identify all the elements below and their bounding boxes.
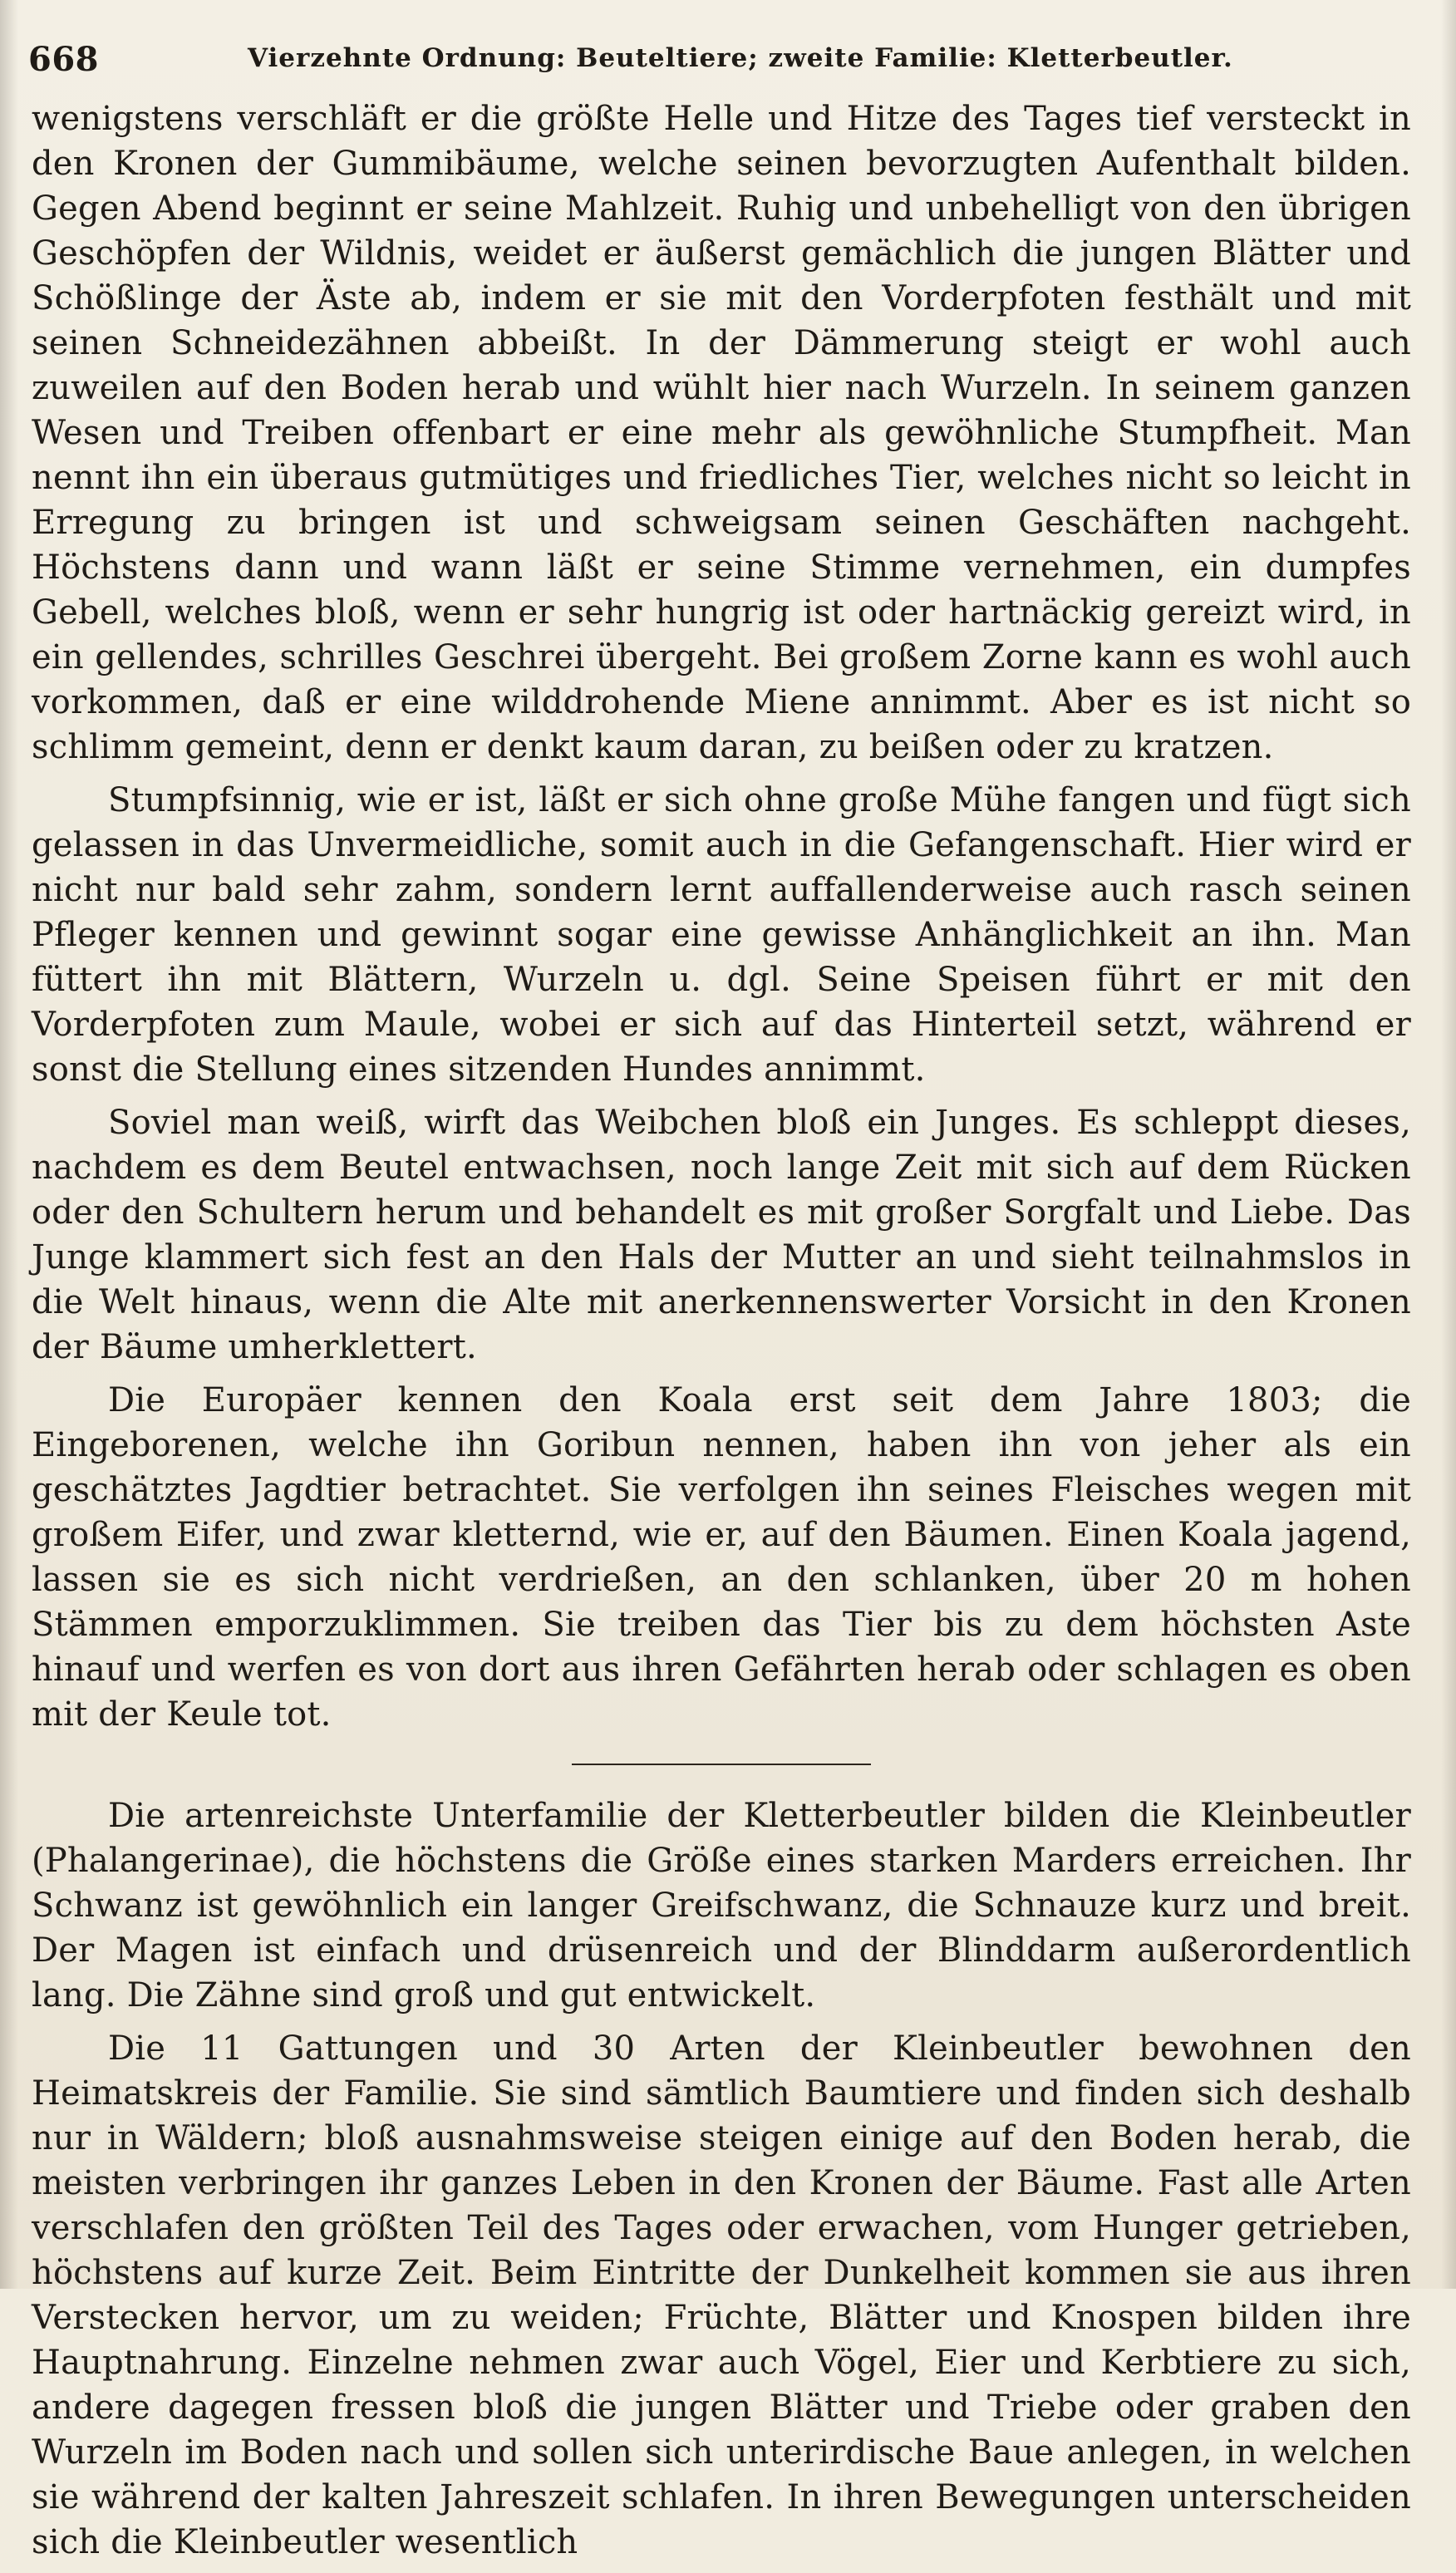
running-head: Vierzehnte Ordnung: Beuteltiere; zweite Familie: Kletterbeutler. — [248, 43, 1233, 73]
paragraph-2: Stumpfsinnig, wie er ist, läßt er sich ohne große Mühe fangen und fügt sich gelassen in das Unvermeidliche, somit auch in die Gefangenschaft. Hier wird er nicht nur bald sehr zahm, sondern lernt auffallenderweise auch rasch seinen Pfleger kennen und gewinnt sogar eine gewisse Anhänglichkeit an ihn. Man füttert ihn mit Blättern, Wurzeln u. dgl. Seine Speisen führt er mit den Vorderpfoten zum Maule, wobei er sich auf das Hinterteil setzt, während er sonst die Stellung eines sitzenden Hundes annimmt. — [32, 781, 1411, 1089]
paragraph-1: wenigstens verschläft er die größte Helle und Hitze des Tages tief versteckt in den Kronen der Gummibäume, welche seinen bevorzugten Aufenthalt bilden. Gegen Abend beginnt er seine Mahlzeit. Ruhig und unbehelligt von den übrigen Geschöpfen der Wildnis, weidet er äußerst gemächlich die jungen Blätter und Schößlinge der Äste ab, indem er sie mit den Vorderpfoten festhält und mit seinen Schneidezähnen abbeißt. In der Dämmerung steigt er wohl auch zuweilen auf den Boden herab und wühlt hier nach Wurzeln. In seinem ganzen Wesen und Treiben offenbart er eine mehr als gewöhnliche Stumpfheit. Man nennt ihn ein überaus gutmütiges und friedliches Tier, welches nicht so leicht in Erregung zu bringen ist und schweigsam seinen Geschäften nachgeht. Höchstens dann und wann läßt er seine Stimme vernehmen, ein dumpfes Gebell, welches bloß, wenn er sehr hungrig ist oder hartnäckig gereizt wird, in ein gellendes, schrilles Geschrei übergeht. Bei großem Zorne kann es wohl auch vorkommen, daß er eine wilddrohende Miene annimmt. Aber es ist nicht so schlimm gemeint, denn er denkt kaum daran, zu beißen oder zu kratzen. — [32, 100, 1411, 766]
page-header — [28, 40, 1424, 86]
section-divider — [572, 1764, 871, 1765]
page-number: 668 — [28, 40, 99, 79]
paragraph-4: Die Europäer kennen den Koala erst seit dem Jahre 1803; die Eingeborenen, welche ihn Goribun nennen, haben ihn von jeher als ein geschätztes Jagdtier betrachtet. Sie verfolgen ihn seines Fleisches wegen mit großem Eifer, und zwar kletternd, wie er, auf den Bäumen. Einen Koala jagend, lassen sie es sich nicht verdrießen, an den schlanken, über 20 m hohen Stämmen emporzuklimmen. Sie treiben das Tier bis zu dem höchsten Aste hinauf und werfen es von dort aus ihren Gefährten herab oder schlagen es oben mit der Keule tot. — [32, 1381, 1411, 1734]
paragraph-5: Die artenreichste Unterfamilie der Kletterbeutler bilden die Kleinbeutler (Phalangerinae), die höchstens die Größe eines starken Marders erreichen. Ihr Schwanz ist gewöhnlich ein langer Greifschwanz, die Schnauze kurz und breit. Der Magen ist einfach und drüsenreich und der Blinddarm außerordentlich lang. Die Zähne sind groß und gut entwickelt. — [32, 1797, 1411, 2015]
paragraph-3: Soviel man weiß, wirft das Weibchen bloß ein Junges. Es schleppt dieses, nachdem es dem Beutel entwachsen, noch lange Zeit mit sich auf dem Rücken oder den Schultern herum und behandelt es mit großer Sorgfalt und Liebe. Das Junge klammert sich fest an den Hals der Mutter an und sieht teilnahmslos in die Welt hinaus, wenn die Alte mit anerkennenswerter Vorsicht in den Kronen der Bäume umherklettert. — [32, 1104, 1411, 1366]
page-right-shadow — [1441, 0, 1456, 2289]
page-left-shadow — [0, 0, 18, 2289]
paragraph-6: Die 11 Gattungen und 30 Arten der Kleinbeutler bewohnen den Heimatskreis der Familie. Sie sind sämtlich Baumtiere und finden sich deshalb nur in Wäldern; bloß ausnahmsweise steigen einige auf den Boden herab, die meisten verbringen ihr ganzes Leben in den Kronen der Bäume. Fast alle Arten verschlafen den größten Teil des Tages oder erwachen, vom Hunger getrieben, höchstens auf kurze Zeit. Beim Eintritte der Dunkelheit kommen sie aus ihren Verstecken hervor, um zu weiden; Früchte, Blätter und Knospen bilden ihre Hauptnahrung. Einzelne nehmen zwar auch Vögel, Eier und Kerbtiere zu sich, andere dagegen fressen bloß die jungen Blätter und Triebe oder graben den Wurzeln im Boden nach und sollen sich unterirdische Baue anlegen, in welchen sie während der kalten Jahreszeit schlafen. In ihren Bewegungen unterscheiden sich die Kleinbeutler wesentlich — [32, 2029, 1411, 2561]
page-content — [32, 96, 1411, 2573]
